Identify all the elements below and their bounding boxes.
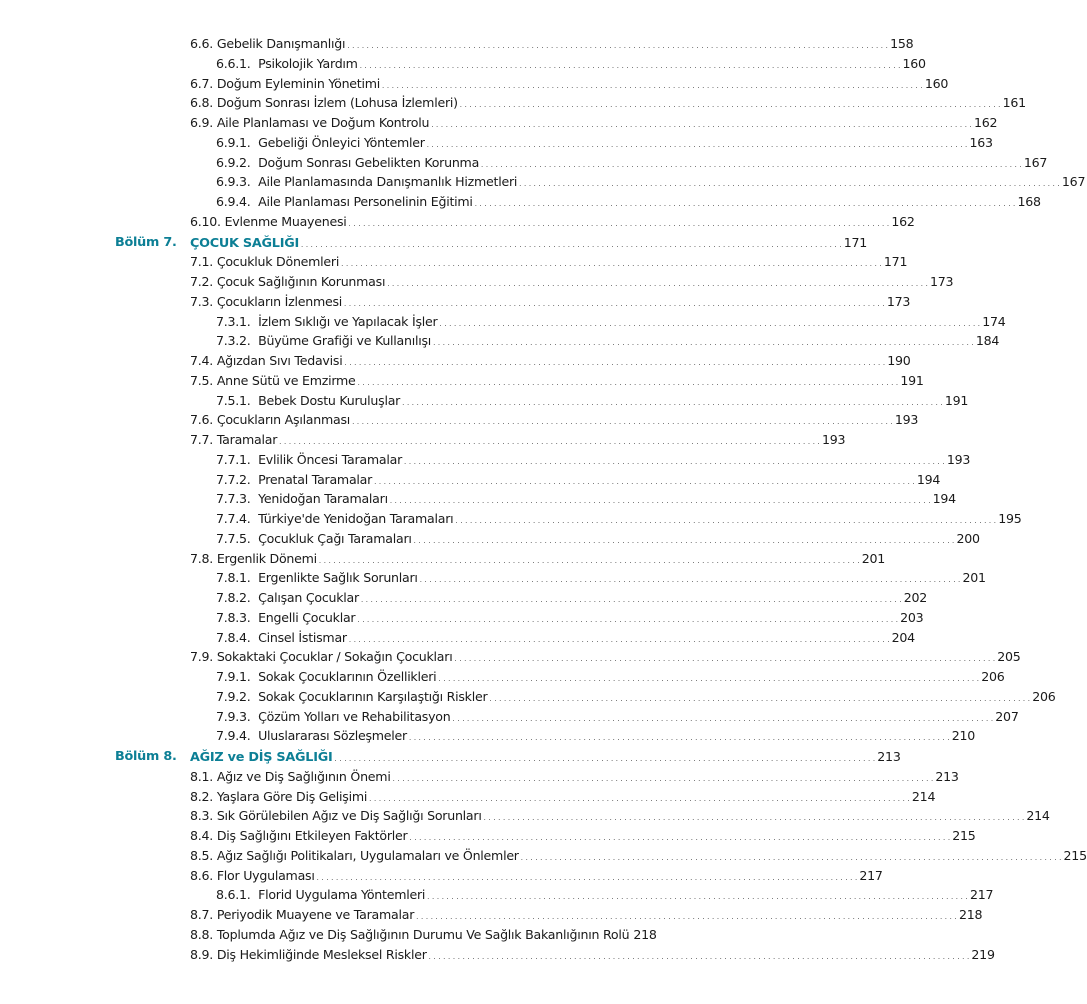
dot-leader: . . . . . . . . . . . . . . . . . . . . . . . . . . . . . . . . . . . . . . . . . . . . . . . . . . . . . . . . . . . . . . . . . . . . . . . . . . . . . . . . . . . . . . . . . . . . . . . . . . . . . . . . . . . . . . . . (452, 714, 994, 723)
page-number: 162 (891, 213, 915, 229)
page-number: 171 (883, 254, 908, 270)
section-number: 8.1. (190, 768, 214, 784)
dot-leader: . . . . . . . . . . . . . . . . . . . . . . . . . . . . . . . . . . . . . . . . . . . . . . . . . . . . . . . . . . . . . . . . . . . . . . . . . . . . . . . . . . . . . . . . . . . . . . . . . . . . . . . . . . . . . . . . (413, 536, 955, 545)
section-title: Türkiye'de Yenidoğan Taramaları (258, 511, 454, 526)
page-number: 168 (1017, 194, 1041, 209)
section-title: Çözüm Yolları ve Rehabilitasyon (258, 708, 451, 724)
section-number: 7.8.4. (216, 629, 251, 645)
section-title: Evlilik Öncesi Taramalar (258, 451, 403, 467)
section-number: 6.6. (190, 36, 214, 51)
section-number: 7.3.1. (216, 313, 251, 329)
page-number: 171 (843, 234, 868, 250)
toc-entry (0, 450, 971, 470)
page-number: 184 (975, 333, 1000, 349)
page-number: 201 (861, 550, 885, 566)
page-number: 218 (633, 926, 657, 942)
dot-leader: . . . . . . . . . . . . . . . . . . . . . . . . . . . . . . . . . . . . . . . . . . . . . . . . . . . . . . . . . . . . . . . . . . . . . . . . . . . . . . . . . . . . . . . . . . . . . . . . . . . . . . . . . . . . . . . . (382, 81, 923, 90)
dot-leader: . . . . . . . . . . . . . . . . . . . . . . . . . . . . . . . . . . . . . . . . . . . . . . . . . . . . . . . . . . . . . . . . . . . . . . . . . . . . . . . . . . . . . . . . . . . . . . . . . . . . . . . . . . . . . . . . (408, 734, 950, 743)
dot-leader: . . . . . . . . . . . . . . . . . . . . . . . . . . . . . . . . . . . . . . . . . . . . . . . . . . . . . . . . . . . . . . . . . . . . . . . . . . . . . . . . . . . . . . . . . . . . . . . . . . . . . . . . . . . . . . . . (300, 240, 842, 249)
page-number: 167 (1061, 174, 1086, 190)
page-number: 194 (916, 471, 941, 487)
dot-leader: . . . . . . . . . . . . . . . . . . . . . . . . . . . . . . . . . . . . . . . . . . . . . . . . . . . . . . . . . . . . . . . . . . . . . . . . . . . . . . . . . . . . . . . . . . . . . . . . . . . . . . . . . . . . . . . . (392, 774, 934, 783)
section-number: 8.5. (190, 847, 214, 863)
section-title: Psikolojik Yardım (258, 55, 358, 71)
section-number: 8.8. (190, 926, 214, 942)
toc-entry (0, 767, 959, 787)
toc-entry (0, 489, 956, 509)
toc-entry (0, 292, 911, 312)
toc-entry (0, 608, 924, 628)
section-number: 7.8.2. (216, 590, 251, 605)
section-title: Anne Sütü ve Emzirme (216, 372, 356, 388)
section-title: Cinsel İstismar (258, 629, 347, 645)
dot-leader: . . . . . . . . . . . . . . . . . . . . . . . . . . . . . . . . . . . . . . . . . . . . . . . . . . . . . . . . . . . . . . . . . . . . . . . . . . . . . . . . . . . . . . . . . . . . . . . . . . . . . . . . . . . . . . . . (316, 873, 858, 882)
section-title: Prenatal Taramalar (258, 471, 373, 487)
page-number: 215 (1063, 847, 1087, 863)
section-number: 7.3.2. (216, 333, 251, 349)
dot-leader: . . . . . . . . . . . . . . . . . . . . . . . . . . . . . . . . . . . . . . . . . . . . . . . . . . . . . . . . . . . . . . . . . . . . . . . . . . . . . . . . . . . . . . . . . . . . . . . . . . . . . . . . . . . . . . . . (344, 359, 886, 367)
toc-entry (0, 806, 1050, 826)
toc-entry (0, 391, 969, 411)
page-number: 162 (973, 115, 998, 130)
section-number: 7.7.2. (216, 471, 251, 487)
section-number: 8.6.1. (216, 887, 251, 903)
section-number: 7.9.2. (216, 688, 251, 704)
section-number: 7.9.3. (216, 708, 251, 724)
toc-chapter-entry (0, 233, 868, 253)
page-number: 173 (930, 274, 954, 289)
page-number: 161 (1002, 95, 1026, 111)
toc-entry (0, 410, 919, 430)
toc-entry (0, 945, 995, 965)
section-title: Uluslararası Sözleşmeler (258, 728, 407, 744)
section-number: 6.9.2. (216, 154, 251, 170)
section-title: Yaşlara Göre Diş Gelişimi (216, 788, 368, 804)
dot-leader: . . . . . . . . . . . . . . . . . . . . . . . . . . . . . . . . . . . . . . . . . . . . . . . . . . . . . . . . . . . . . . . . . . . . . . . . . . . . . . . . . . . . . . . . . . . . . . . . . . . . . . . . . . . . . . . . (483, 814, 1025, 823)
toc-entry (0, 667, 1005, 687)
toc-entry (0, 113, 998, 133)
section-title: Flor Uygulaması (216, 867, 315, 883)
section-title: Diş Sağlığını Etkileyen Faktörler (216, 828, 408, 843)
section-title: Taramalar (216, 432, 278, 447)
toc-entry (0, 905, 983, 925)
toc-entry-line (216, 726, 976, 749)
dot-leader: . . . . . . . . . . . . . . . . . . . . . . . . . . . . . . . . . . . . . . . . . . . . . . . . . . . . . . . . . . . . . . . . . . . . . . . . . . . . . . . . . . . . . . . . . . . . . . . . . . . . . . . . . . . . . . . . (454, 655, 996, 664)
toc-entry (0, 529, 980, 549)
section-number: 8.9. (190, 946, 214, 962)
section-title: Çocuk Sağlığının Korunması (216, 274, 386, 289)
dot-leader: . . . . . . . . . . . . . . . . . . . . . . . . . . . . . . . . . . . . . . . . . . . . . . . . . . . . . . . . . . . . . . . . . . . . . . . . . . . . . . . . . . . . . . . . . . . . . . . . . . . . . . . . . . . . . . . . (374, 477, 915, 486)
page-number: 191 (900, 372, 924, 388)
section-title: Büyüme Grafiği ve Kullanılışı (258, 333, 432, 349)
toc-entry (0, 351, 911, 371)
toc-entry (0, 787, 936, 807)
page-number: 160 (924, 75, 949, 91)
section-title: Ağız Sağlığı Politikaları, Uygulamaları ve Önlemler (216, 847, 519, 863)
dot-leader: . . . . . . . . . . . . . . . . . . . . . . . . . . . . . . . . . . . . . . . . . . . . . . . . . . . . . . . . . . . . . . . . . . . . . . . . . . . . . . . . . . . . . . . . . . . . . . . . . . . . . . . . . . . . . . . . (428, 952, 970, 961)
page-number: 195 (998, 511, 1022, 526)
section-number: 6.10. (190, 213, 221, 229)
page-number: 160 (902, 55, 926, 71)
toc-entry-line (190, 212, 915, 235)
section-title: Çocukların Aşılanması (216, 412, 351, 428)
toc-entry (0, 74, 949, 94)
page-number: 214 (1026, 808, 1050, 824)
section-number: 7.7. (190, 432, 214, 447)
toc-entry (0, 509, 1022, 529)
page-number: 207 (995, 708, 1019, 724)
dot-leader: . . . . . . . . . . . . . . . . . . . . . . . . . . . . . . . . . . . . . . . . . . . . . . . . . . . . . . . . . . . . . . . . . . . . . . . . . . . . . . . . . . . . . . . . . . . . . . . . . . . . . . . . . . . . . . . . (416, 913, 957, 921)
page-number: 193 (821, 432, 846, 447)
section-title: Doğum Sonrası İzlem (Lohusa İzlemleri) (216, 95, 458, 111)
page-number: 167 (1023, 154, 1048, 170)
section-title: Sokaktaki Çocuklar / Sokağın Çocukları (216, 649, 453, 665)
section-number: 8.4. (190, 828, 214, 843)
toc-entry (0, 866, 883, 886)
toc-entry (0, 153, 1048, 173)
page-number: 204 (891, 629, 915, 645)
section-number: 8.6. (190, 867, 214, 883)
toc-entry (0, 707, 1019, 727)
toc-entry (0, 726, 976, 746)
page-number: 163 (969, 134, 993, 150)
dot-leader: . . . . . . . . . . . . . . . . . . . . . . . . . . . . . . . . . . . . . . . . . . . . . . . . . . . . . . . . . . . . . . . . . . . . . . . . . . . . . . . . . . . . . . . . . . . . . . . . . . . . . . . . . . . . . . . . (431, 121, 972, 129)
section-title: Periyodik Muayene ve Taramalar (216, 907, 415, 922)
dot-leader: . . . . . . . . . . . . . . . . . . . . . . . . . . . . . . . . . . . . . . . . . . . . . . . . . . . . . . . . . . . . . . . . . . . . . . . . . . . . . . . . . . . . . . . . . . . . . . . . . . . . . . . . . . . . . . . . (455, 517, 997, 525)
toc-entry (0, 312, 1006, 332)
section-title: Çocukluk Çağı Taramaları (258, 530, 412, 546)
section-number: 6.9.4. (216, 194, 251, 209)
section-number: 6.9.3. (216, 174, 251, 190)
section-title: Florid Uygulama Yöntemleri (258, 887, 426, 903)
section-number: 7.7.1. (216, 451, 251, 467)
section-number: 7.5.1. (216, 392, 251, 408)
toc-entry (0, 687, 1056, 707)
section-number: 6.6.1. (216, 55, 251, 71)
toc-entry (0, 371, 924, 391)
section-number: 7.9.1. (216, 669, 251, 684)
page-number: 174 (982, 313, 1006, 329)
page-number: 190 (887, 353, 911, 368)
page-number: 218 (958, 907, 983, 922)
dot-leader: . . . . . . . . . . . . . . . . . . . . . . . . . . . . . . . . . . . . . . . . . . . . . . . . . . . . . . . . . . . . . . . . . . . . . . . . . . . . . . . . . . . . . . . . . . . . . . . . . . . . . . . . . . . . . . . . (359, 61, 901, 70)
section-number: 8.3. (190, 808, 214, 824)
page-number: 214 (911, 788, 936, 804)
dot-leader: . . . . . . . . . . . . . . . . . . . . . . . . . . . . . . . . . . . . . . . . . . . . . . . . . . . . . . . . . . . . . . . . . . . . . . . . . . . . . . . . . . . . . . . . . . . . . . . . . . . . . . . . . . . . . . . . (520, 853, 1062, 862)
dot-leader: . . . . . . . . . . . . . . . . . . . . . . . . . . . . . . . . . . . . . . . . . . . . . . . . . . . . . . . . . . . . . . . . . . . . . . . . . . . . . . . . . . . . . . . . . . . . . . . . . . . . . . . . . . . . . . . . (409, 834, 951, 842)
section-number: 6.7. (190, 75, 214, 91)
toc-entry (0, 647, 1021, 667)
page-number: 213 (877, 749, 901, 764)
section-number: 6.9.1. (216, 134, 251, 150)
section-title: Gebelik Danışmanlığı (216, 36, 346, 51)
toc-entry (0, 133, 993, 153)
section-title: Diş Hekimliğinde Mesleksel Riskler (216, 946, 427, 962)
dot-leader: . . . . . . . . . . . . . . . . . . . . . . . . . . . . . . . . . . . . . . . . . . . . . . . . . . . . . . . . . . . . . . . . . . . . . . . . . . . . . . . . . . . . . . . . . . . . . . . . . . . . . . . . . . . . . . . . (352, 418, 893, 427)
section-number: 8.7. (190, 907, 214, 922)
dot-leader: . . . . . . . . . . . . . . . . . . . . . . . . . . . . . . . . . . . . . . . . . . . . . . . . . . . . . . . . . . . . . . . . . . . . . . . . . . . . . . . . . . . . . . . . . . . . . . . . . . . . . . . . . . . . . . . . (318, 556, 860, 565)
toc-entry (0, 272, 954, 292)
section-number: 7.9.4. (216, 728, 251, 744)
section-number: 8.2. (190, 788, 214, 804)
section-title: AĞIZ ve DİŞ SAĞLIĞI (190, 750, 333, 765)
section-title: Sokak Çocuklarının Özellikleri (258, 669, 437, 684)
page-number: 217 (859, 867, 883, 883)
page-number: 158 (890, 36, 914, 51)
page-number: 206 (981, 669, 1005, 684)
page-number: 201 (962, 570, 986, 586)
section-number: 7.8. (190, 550, 214, 566)
page-number: 200 (956, 530, 980, 546)
section-title: Ağız ve Diş Sağlığının Önemi (216, 768, 391, 784)
dot-leader: . . . . . . . . . . . . . . . . . . . . . . . . . . . . . . . . . . . . . . . . . . . . . . . . . . . . . . . . . . . . . . . . . . . . . . . . . . . . . . . . . . . . . . . . . . . . . . . . . . . . . . . . . . . . . . . . (348, 635, 890, 644)
section-title: Engelli Çocuklar (258, 609, 356, 625)
dot-leader: . . . . . . . . . . . . . . . . . . . . . . . . . . . . . . . . . . . . . . . . . . . . . . . . . . . . . . . . . . . . . . . . . . . . . . . . . . . . . . . . . . . . . . . . . . . . . . . . . . . . . . . . . . . . . . . . (439, 319, 981, 328)
section-title: Ağızdan Sıvı Tedavisi (216, 353, 343, 368)
section-title: Sık Görülebilen Ağız ve Diş Sağlığı Sorunları (216, 808, 482, 824)
dot-leader: . . . . . . . . . . . . . . . . . . . . . . . . . . . . . . . . . . . . . . . . . . . . . . . . . . . . . . . . . . . . . . . . . . . . . . . . . . . . . . . . . . . . . . . . . . . . . . . . . . . . . . . . . . . . . . . . (474, 200, 1016, 208)
section-title: Aile Planlamasında Danışmanlık Hizmetleri (258, 174, 518, 190)
page-number: 173 (886, 293, 911, 309)
section-number: 7.8.3. (216, 609, 251, 625)
dot-leader: . . . . . . . . . . . . . . . . . . . . . . . . . . . . . . . . . . . . . . . . . . . . . . . . . . . . . . . . . . . . . . . . . . . . . . . . . . . . . . . . . . . . . . . . . . . . . . . . . . . . . . . . . . . . . . . . (348, 219, 890, 228)
dot-leader: . . . . . . . . . . . . . . . . . . . . . . . . . . . . . . . . . . . . . . . . . . . . . . . . . . . . . . . . . . . . . . . . . . . . . . . . . . . . . . . . . . . . . . . . . . . . . . . . . . . . . . . . . . . . . . . . (344, 299, 885, 308)
section-number: 6.8. (190, 95, 214, 111)
dot-leader: . . . . . . . . . . . . . . . . . . . . . . . . . . . . . . . . . . . . . . . . . . . . . . . . . . . . . . . . . . . . . . . . . . . . . . . . . . . . . . . . . . . . . . . . . . . . . . . . . . . . . . . . . . . . . . . . (481, 160, 1022, 169)
dot-leader: . . . . . . . . . . . . . . . . . . . . . . . . . . . . . . . . . . . . . . . . . . . . . . . . . . . . . . . . . . . . . . . . . . . . . . . . . . . . . . . . . . . . . . . . . . . . . . . . . . . . . . . . . . . . . . . . (402, 398, 943, 407)
section-title: Toplumda Ağız ve Diş Sağlığının Durumu Ve Sağlık Bakanlığının Rolü (216, 926, 630, 942)
dot-leader: . . . . . . . . . . . . . . . . . . . . . . . . . . . . . . . . . . . . . . . . . . . . . . . . . . . . . . . . . . . . . . . . . . . . . . . . . . . . . . . . . . . . . . . . . . . . . . . . . . . . . . . . . . . . . . . . (334, 755, 876, 763)
page-number: 215 (952, 828, 976, 843)
section-title: Ergenlikte Sağlık Sorunları (258, 570, 418, 586)
table-of-contents (0, 34, 1087, 964)
section-number: 7.6. (190, 412, 214, 428)
section-title: Aile Planlaması Personelinin Eğitimi (258, 194, 473, 209)
section-number: 7.1. (190, 254, 214, 270)
page-number: 217 (969, 887, 994, 903)
section-title: Evlenme Muayenesi (224, 213, 347, 229)
section-number: 7.7.4. (216, 511, 251, 526)
toc-chapter-entry (0, 747, 901, 767)
dot-leader: . . . . . . . . . . . . . . . . . . . . . . . . . . . . . . . . . . . . . . . . . . . . . . . . . . . . . . . . . . . . . . . . . . . . . . . . . . . . . . . . . . . . . . . . . . . . . . . . . . . . . . . . . . . . . . . . (360, 596, 902, 604)
section-title: Çalışan Çocuklar (258, 590, 359, 605)
page-number: 205 (997, 649, 1021, 665)
section-title: Sokak Çocuklarının Karşılaştığı Riskler (258, 688, 488, 704)
section-title: Çocukluk Dönemleri (216, 254, 340, 270)
section-title: İzlem Sıklığı ve Yapılacak İşler (258, 313, 438, 329)
section-title: Bebek Dostu Kuruluşlar (258, 392, 401, 408)
dot-leader: . . . . . . . . . . . . . . . . . . . . . . . . . . . . . . . . . . . . . . . . . . . . . . . . . . . . . . . . . . . . . . . . . . . . . . . . . . . . . . . . . . . . . . . . . . . . . . . . . . . . . . . . . . . . . . . . (426, 140, 968, 149)
toc-entry (0, 568, 986, 588)
toc-entry-line (190, 945, 995, 968)
dot-leader: . . . . . . . . . . . . . . . . . . . . . . . . . . . . . . . . . . . . . . . . . . . . . . . . . . . . . . . . . . . . . . . . . . . . . . . . . . . . . . . . . . . . . . . . . . . . . . . . . . . . . . . . . . . . . . . . (427, 893, 968, 902)
toc-entry (0, 192, 1041, 212)
toc-entry (0, 172, 1086, 192)
dot-leader: . . . . . . . . . . . . . . . . . . . . . . . . . . . . . . . . . . . . . . . . . . . . . . . . . . . . . . . . . . . . . . . . . . . . . . . . . . . . . . . . . . . . . . . . . . . . . . . . . . . . . . . . . . . . . . . . (357, 378, 899, 387)
section-number: 7.5. (190, 372, 214, 388)
toc-entry (0, 252, 908, 272)
toc-entry (0, 628, 915, 648)
page-number: 203 (900, 609, 924, 625)
dot-leader: . . . . . . . . . . . . . . . . . . . . . . . . . . . . . . . . . . . . . . . . . . . . . . . . . . . . . . . . . . . . . . . . . . . . . . . . . . . . . . . . . . . . . . . . . . . . . . . . . . . . . . . . . . . . . . . . (404, 457, 945, 466)
dot-leader: . . . . . . . . . . . . . . . . . . . . . . . . . . . . . . . . . . . . . . . . . . . . . . . . . . . . . . . . . . . . . . . . . . . . . . . . . . . . . . . . . . . . . . . . . . . . . . . . . . . . . . . . . . . . . . . . (279, 438, 820, 446)
dot-leader: . . . . . . . . . . . . . . . . . . . . . . . . . . . . . . . . . . . . . . . . . . . . . . . . . . . . . . . . . . . . . . . . . . . . . . . . . . . . . . . . . . . . . . . . . . . . . . . . . . . . . . . . . . . . . . . . (438, 675, 980, 683)
page-number: 193 (894, 412, 919, 428)
toc-entry (0, 826, 976, 846)
toc-entry (0, 470, 941, 490)
dot-leader: . . . . . . . . . . . . . . . . . . . . . . . . . . . . . . . . . . . . . . . . . . . . . . . . . . . . . . . . . . . . . . . . . . . . . . . . . . . . . . . . . . . . . . . . . . . . . . . . . . . . . . . . . . . . . . . . (419, 576, 961, 585)
section-title: Gebeliği Önleyici Yöntemler (258, 134, 425, 150)
dot-leader: . . . . . . . . . . . . . . . . . . . . . . . . . . . . . . . . . . . . . . . . . . . . . . . . . . . . . . . . . . . . . . . . . . . . . . . . . . . . . . . . . . . . . . . . . . . . . . . . . . . . . . . . . . . . . . . . (347, 42, 889, 50)
section-title: Çocukların İzlenmesi (216, 293, 343, 309)
chapter-label: Bölüm 7. (115, 234, 177, 250)
section-number: 7.9. (190, 649, 214, 665)
section-number: 7.7.3. (216, 491, 251, 507)
section-number: 7.7.5. (216, 530, 251, 546)
section-number: 7.8.1. (216, 570, 251, 586)
dot-leader: . . . . . . . . . . . . . . . . . . . . . . . . . . . . . . . . . . . . . . . . . . . . . . . . . . . . . . . . . . . . . . . . . . . . . . . . . . . . . . . . . . . . . . . . . . . . . . . . . . . . . . . . . . . . . . . . (459, 101, 1001, 110)
dot-leader: . . . . . . . . . . . . . . . . . . . . . . . . . . . . . . . . . . . . . . . . . . . . . . . . . . . . . . . . . . . . . . . . . . . . . . . . . . . . . . . . . . . . . . . . . . . . . . . . . . . . . . . . . . . . . . . . (489, 694, 1031, 703)
toc-entry (0, 34, 914, 54)
page-number: 202 (903, 590, 928, 605)
toc-entry (0, 331, 1000, 351)
section-title: Doğum Eyleminin Yönetimi (216, 75, 381, 91)
section-title: Yenidoğan Taramaları (258, 491, 388, 507)
page-number: 193 (946, 451, 971, 467)
dot-leader: . . . . . . . . . . . . . . . . . . . . . . . . . . . . . . . . . . . . . . . . . . . . . . . . . . . . . . . . . . . . . . . . . . . . . . . . . . . . . . . . . . . . . . . . . . . . . . . . . . . . . . . . . . . . . . . . (519, 180, 1060, 189)
page-number: 194 (932, 491, 956, 507)
page-number: 206 (1032, 688, 1056, 704)
dot-leader: . . . . . . . . . . . . . . . . . . . . . . . . . . . . . . . . . . . . . . . . . . . . . . . . . . . . . . . . . . . . . . . . . . . . . . . . . . . . . . . . . . . . . . . . . . . . . . . . . . . . . . . . . . . . . . . . (387, 280, 928, 288)
page-number: 219 (971, 946, 995, 962)
dot-leader: . . . . . . . . . . . . . . . . . . . . . . . . . . . . . . . . . . . . . . . . . . . . . . . . . . . . . . . . . . . . . . . . . . . . . . . . . . . . . . . . . . . . . . . . . . . . . . . . . . . . . . . . . . . . . . . . (369, 794, 910, 803)
section-number: 6.9. (190, 115, 214, 130)
toc-entry (0, 885, 994, 905)
section-title: Doğum Sonrası Gebelikten Korunma (258, 154, 480, 170)
toc-entry (0, 846, 1087, 866)
dot-leader: . . . . . . . . . . . . . . . . . . . . . . . . . . . . . . . . . . . . . . . . . . . . . . . . . . . . . . . . . . . . . . . . . . . . . . . . . . . . . . . . . . . . . . . . . . . . . . . . . . . . . . . . . . . . . . . . (433, 339, 974, 348)
toc-entry (0, 430, 846, 450)
dot-leader: . . . . . . . . . . . . . . . . . . . . . . . . . . . . . . . . . . . . . . . . . . . . . . . . . . . . . . . . . . . . . . . . . . . . . . . . . . . . . . . . . . . . . . . . . . . . . . . . . . . . . . . . . . . . . . . . (389, 497, 931, 506)
section-number: 7.2. (190, 274, 214, 289)
section-title: Aile Planlaması ve Doğum Kontrolu (216, 115, 430, 130)
section-number: 7.4. (190, 353, 214, 368)
toc-entry (0, 54, 926, 74)
chapter-label: Bölüm 8. (115, 749, 177, 764)
toc-entry (0, 588, 928, 608)
page-number: 191 (944, 392, 969, 408)
toc-entry (0, 549, 885, 569)
dot-leader: . . . . . . . . . . . . . . . . . . . . . . . . . . . . . . . . . . . . . . . . . . . . . . . . . . . . . . . . . . . . . . . . . . . . . . . . . . . . . . . . . . . . . . . . . . . . . . . . . . . . . . . . . . . . . . . . (341, 260, 882, 269)
toc-entry (0, 212, 915, 232)
section-title: ÇOCUK SAĞLIĞI (190, 235, 299, 251)
page-number: 210 (951, 728, 976, 744)
section-title: Ergenlik Dönemi (216, 550, 317, 566)
toc-entry (0, 93, 1026, 113)
toc-entry (0, 925, 765, 945)
dot-leader: . . . . . . . . . . . . . . . . . . . . . . . . . . . . . . . . . . . . . . . . . . . . . . . . . . . . . . . . . . . . . . . . . . . . . . . . . . . . . . . . . . . . . . . . . . . . . . . . . . . . . . . . . . . . . . . . (357, 615, 899, 624)
section-number: 7.3. (190, 293, 214, 309)
page-number: 213 (935, 768, 959, 784)
